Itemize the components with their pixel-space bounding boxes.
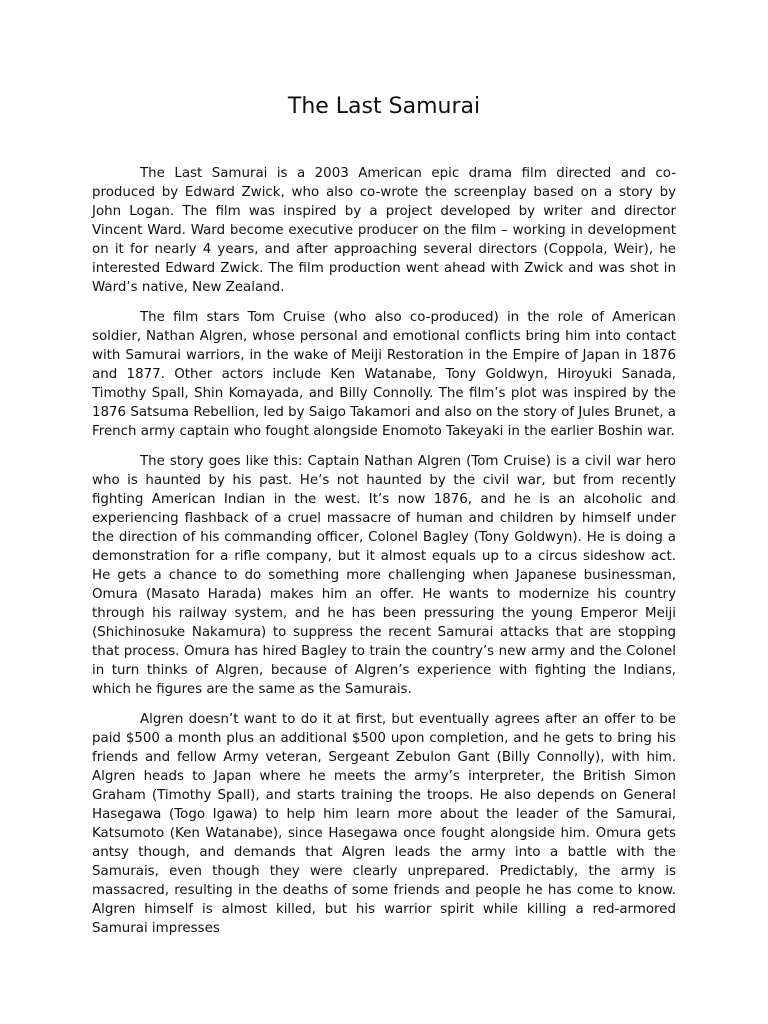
document-body: [92, 164, 676, 949]
paragraph-3: The story goes like this: Captain Nathan Algren (Tom Cruise) is a civil war hero who is haunted by his past. He’s not haunted by the civil war, but from recently fighting American Indian in the west. It’s now 1876, and he is an alcoholic and experiencing flashback of a cruel massacre of human and children by himself under the direction of his commanding officer, Colonel Bagley (Tony Goldwyn). He is doing a demonstration for a rifle company, but it almost equals up to a circus sideshow act. He gets a chance to do something more challenging when Japanese businessman, Omura (Masato Harada) makes him an offer. He wants to modernize his country through his railway system, and he has been pressuring the young Emperor Meiji (Shichinosuke Nakamura) to suppress the recent Samurai attacks that are stopping that process. Omura has hired Bagley to train the country’s new army and the Colonel in turn thinks of Algren, because of Algren’s experience with fighting the Indians, which he figures are the same as the Samurais.: [92, 454, 676, 697]
paragraph-4: Algren doesn’t want to do it at first, but eventually agrees after an offer to be paid $500 a month plus an additional $500 upon completion, and he gets to bring his friends and fellow Army veteran, Sergeant Zebulon Gant (Billy Connolly), with him. Algren heads to Japan where he meets the army’s interpreter, the British Simon Graham (Timothy Spall), and starts training the troops. He also depends on General Hasegawa (Togo Igawa) to help him learn more about the leader of the Samurai, Katsumoto (Ken Watanabe), since Hasegawa once fought alongside him. Omura gets antsy though, and demands that Algren leads the army into a battle with the Samurais, even though they were clearly unprepared. Predictably, the army is massacred, resulting in the deaths of some friends and people he has come to know. Algren himself is almost killed, but his warrior spirit while killing a red-armored Samurai impresses: [92, 712, 676, 936]
paragraph-2: The film stars Tom Cruise (who also co-produced) in the role of American soldier, Nathan Algren, whose personal and emotional conflicts bring him into contact with Samurai warriors, in the wake of Meiji Restoration in the Empire of Japan in 1876 and 1877. Other actors include Ken Watanabe, Tony Goldwyn, Hiroyuki Sanada, Timothy Spall, Shin Komayada, and Billy Connolly. The film’s plot was inspired by the 1876 Satsuma Rebellion, led by Saigo Takamori and also on the story of Jules Brunet, a French army captain who fought alongside Enomoto Takeyaki in the earlier Boshin war.: [92, 310, 676, 439]
page-title: The Last Samurai: [287, 94, 481, 119]
paragraph-1: The Last Samurai is a 2003 American epic drama film directed and co-produced by Edward Zwick, who also co-wrote the screenplay based on a story by John Logan. The film was inspired by a project developed by writer and director Vincent Ward. Ward become executive producer on the film – working in development on it for nearly 4 years, and after approaching several directors (Coppola, Weir), he interested Edward Zwick. The film production went ahead with Zwick and was shot in Ward’s native, New Zealand.: [92, 166, 676, 295]
